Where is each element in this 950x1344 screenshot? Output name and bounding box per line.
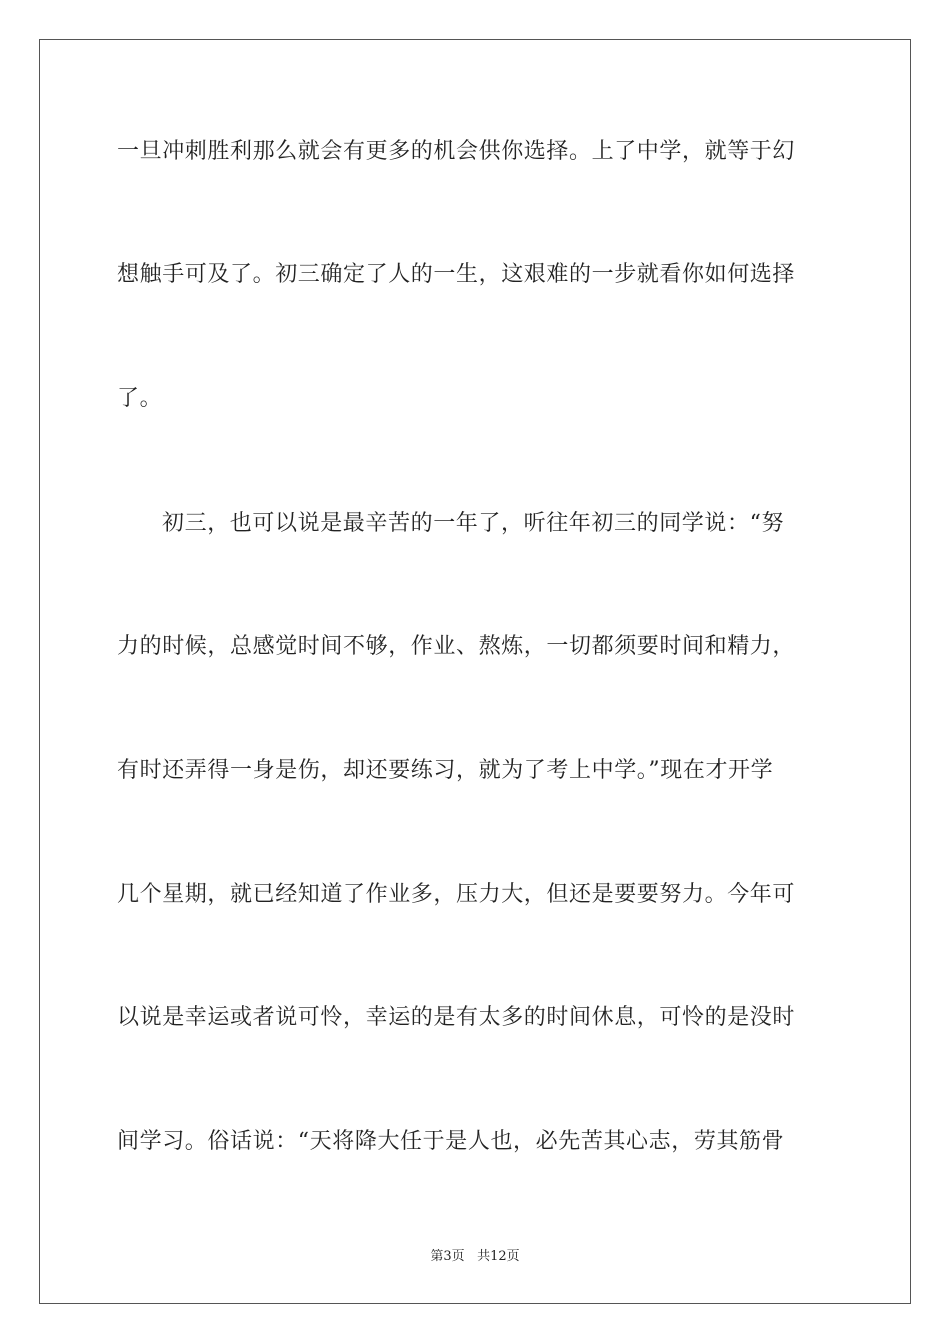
text-line-8: 以说是幸运或者说可怜，幸运的是有太多的时间休息，可怜的是没时 [117, 1005, 796, 1030]
text-line-4: 初三，也可以说是最辛苦的一年了，听往年初三的同学说：“努 [162, 511, 785, 536]
text-line-1: 一旦冲刺胜利那么就会有更多的机会供你选择。上了中学，就等于幻 [117, 139, 796, 164]
text-line-5: 力的时候，总感觉时间不够，作业、熬炼，一切都须要时间和精力， [117, 634, 796, 659]
page-footer [0, 1248, 950, 1266]
text-line-6: 有时还弄得一身是伤，却还要练习，就为了考上中学。”现在才开学 [117, 758, 774, 783]
page-number: 第3页 [430, 1249, 465, 1264]
page-total: 共12页 [477, 1249, 520, 1264]
text-line-2: 想触手可及了。初三确定了人的一生，这艰难的一步就看你如何选择 [117, 262, 796, 287]
text-line-7: 几个星期，就已经知道了作业多，压力大，但还是要要努力。今年可 [117, 882, 796, 907]
text-line-9: 间学习。俗话说：“天将降大任于是人也，必先苦其心志，劳其筋骨 [117, 1129, 785, 1154]
page-frame [39, 39, 911, 1304]
text-line-3: 了。 [117, 386, 163, 411]
